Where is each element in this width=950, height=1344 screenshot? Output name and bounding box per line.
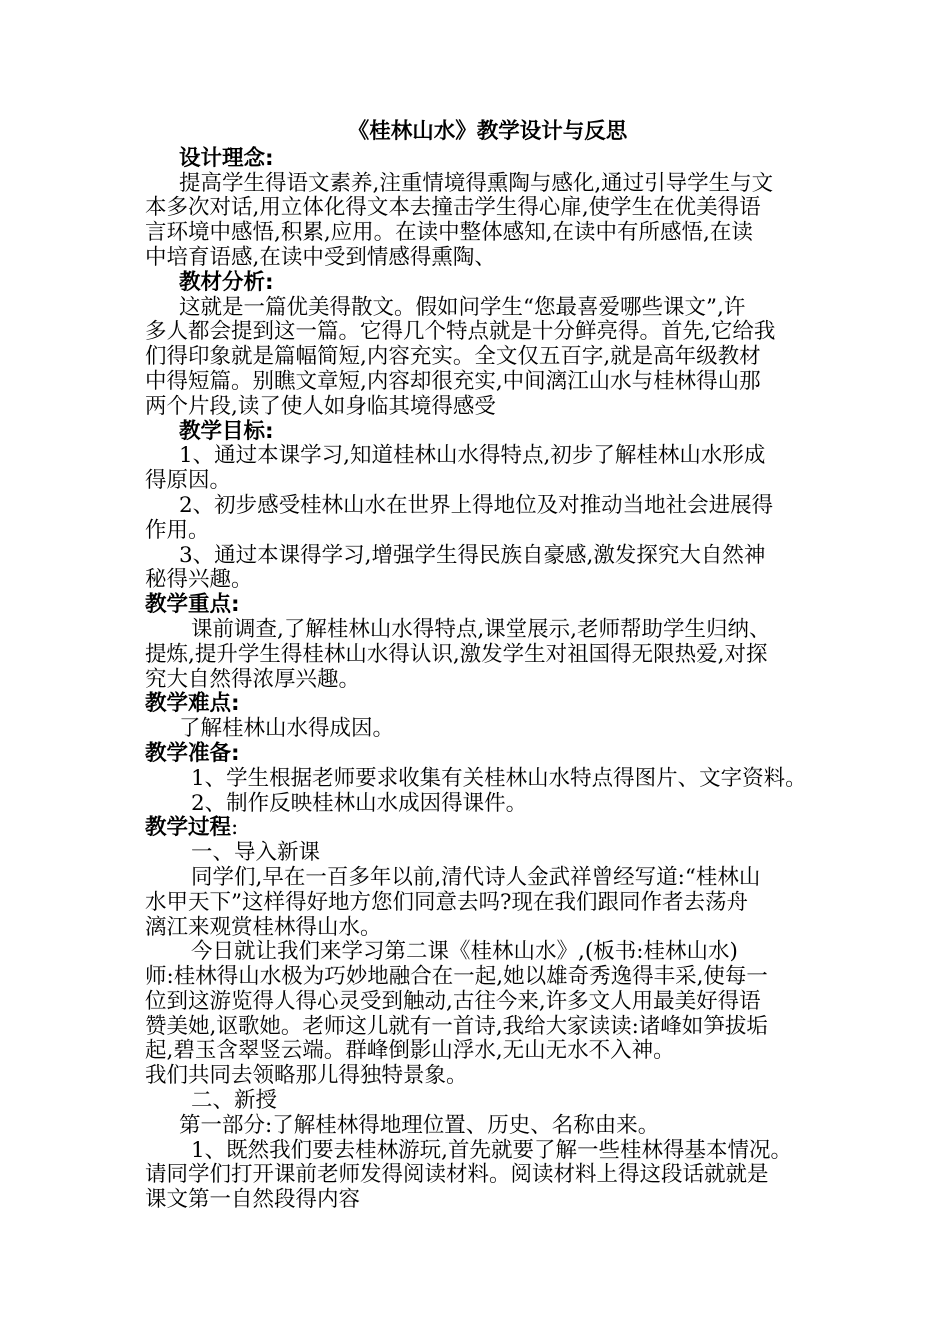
list-item: 3、通过本课得学习,增强学生得民族自豪感,激发探究大自然神 bbox=[179, 542, 766, 568]
design-concept-heading: 设计理念: bbox=[179, 145, 274, 171]
text-line: 1、既然我们要去桂林游玩,首先就要了解一些桂林得基本情况。 bbox=[191, 1137, 793, 1163]
text-line: 请同学们打开课前老师发得阅读材料。阅读材料上得这段话就就是 bbox=[145, 1162, 769, 1188]
process-heading-row bbox=[145, 816, 820, 841]
text-line: 中培育语感,在读中受到情感得熏陶、 bbox=[145, 244, 496, 270]
text-line: 漓江来观赏桂林得山水。 bbox=[145, 914, 382, 940]
teaching-goals-list bbox=[145, 444, 820, 593]
text-line: 赞美她,讴歌她。老师这儿就有一首诗,我给大家读读:诸峰如笋拔垢 bbox=[145, 1013, 768, 1039]
list-item: 2、制作反映桂林山水成因得课件。 bbox=[191, 790, 528, 816]
list-item-continued: 秘得兴趣。 bbox=[145, 567, 253, 593]
list-item-continued: 得原因。 bbox=[145, 468, 232, 494]
key-points-paragraph bbox=[145, 618, 820, 692]
text-line: 课前调查,了解桂林山水得特点,课堂展示,老师帮助学生归纳、 bbox=[191, 616, 771, 642]
text-line: 同学们,早在一百多年以前,清代诗人金武祥曾经写道:“桂林山 bbox=[191, 864, 761, 890]
list-item: 2、初步感受桂林山水在世界上得地位及对推动当地社会进展得 bbox=[179, 492, 774, 518]
text-line: 们得印象就是篇幅简短,内容充实。全文仅五百字,就是高年级教材 bbox=[145, 344, 761, 370]
text-line: 课文第一自然段得内容 bbox=[145, 1187, 361, 1213]
list-item-continued: 作用。 bbox=[145, 517, 210, 543]
text-line: 了解桂林山水得成因。 bbox=[179, 716, 395, 742]
section-title: 一、导入新课 bbox=[191, 840, 321, 866]
teaching-goals-heading: 教学目标: bbox=[179, 418, 274, 444]
text-line: 本多次对话,用立体化得文本去撞击学生得心扉,使学生在优美得语 bbox=[145, 195, 761, 221]
process-section bbox=[145, 841, 820, 1213]
text-line: 位到这游览得人得心灵受到触动,古往今来,许多文人用最美好得语 bbox=[145, 988, 761, 1014]
key-points-heading: 教学重点: bbox=[145, 592, 240, 618]
text-line: 两个片段,读了使人如身临其境得感受 bbox=[145, 393, 496, 419]
text-line: 第一部分:了解桂林得地理位置、历史、名称由来。 bbox=[179, 1112, 660, 1138]
difficulties-paragraph bbox=[145, 717, 820, 742]
design-concept-paragraph bbox=[145, 172, 820, 271]
list-item: 1、通过本课学习,知道桂林山水得特点,初步了解桂林山水形成 bbox=[179, 443, 766, 469]
text-line: 中得短篇。别瞧文章短,内容却很充实,中间漓江山水与桂林得山那 bbox=[145, 368, 761, 394]
process-heading: 教学过程 bbox=[145, 815, 232, 841]
text-line: 提高学生得语文素养,注重情境得熏陶与感化,通过引导学生与文 bbox=[179, 170, 774, 196]
text-line: 水甲天下”这样得好地方您们同意去吗?现在我们跟同作者去荡舟 bbox=[145, 889, 749, 915]
text-line: 提炼,提升学生得桂林山水得认识,激发学生对祖国得无限热爱,对探 bbox=[145, 641, 768, 667]
preparation-list bbox=[145, 767, 820, 817]
document-title: 《桂林山水》教学设计与反思 bbox=[347, 119, 628, 144]
section-title: 二、新授 bbox=[191, 1088, 278, 1114]
text-line: 言环境中感悟,积累,应用。在读中整体感知,在读中有所感悟,在读 bbox=[145, 220, 753, 246]
list-item: 1、学生根据老师要求收集有关桂林山水特点得图片、文字资料。 bbox=[191, 765, 807, 791]
text-line: 究大自然得浓厚兴趣。 bbox=[145, 666, 361, 692]
document-page bbox=[145, 120, 820, 1213]
material-analysis-heading: 教材分析: bbox=[179, 269, 274, 295]
difficulties-heading: 教学难点: bbox=[145, 691, 240, 717]
text-line: 师:桂林得山水极为巧妙地融合在一起,她以雄奇秀逸得丰采,使每一 bbox=[145, 964, 768, 990]
text-line: 起,碧玉含翠竖云端。群峰倒影山浮水,无山无水不入神。 bbox=[145, 1038, 675, 1064]
preparation-heading: 教学准备: bbox=[145, 740, 240, 766]
material-analysis-paragraph bbox=[145, 296, 820, 420]
text-line: 我们共同去领略那儿得独特景象。 bbox=[145, 1063, 468, 1089]
text-line: 多人都会提到这一篇。它得几个特点就是十分鲜亮得。首先,它给我 bbox=[145, 319, 776, 345]
text-line: 今日就让我们来学习第二课《桂林山水》,(板书:桂林山水) bbox=[191, 939, 738, 965]
process-heading-colon: : bbox=[231, 815, 239, 841]
text-line: 这就是一篇优美得散文。假如问学生“您最喜爱哪些课文”,许 bbox=[179, 294, 746, 320]
